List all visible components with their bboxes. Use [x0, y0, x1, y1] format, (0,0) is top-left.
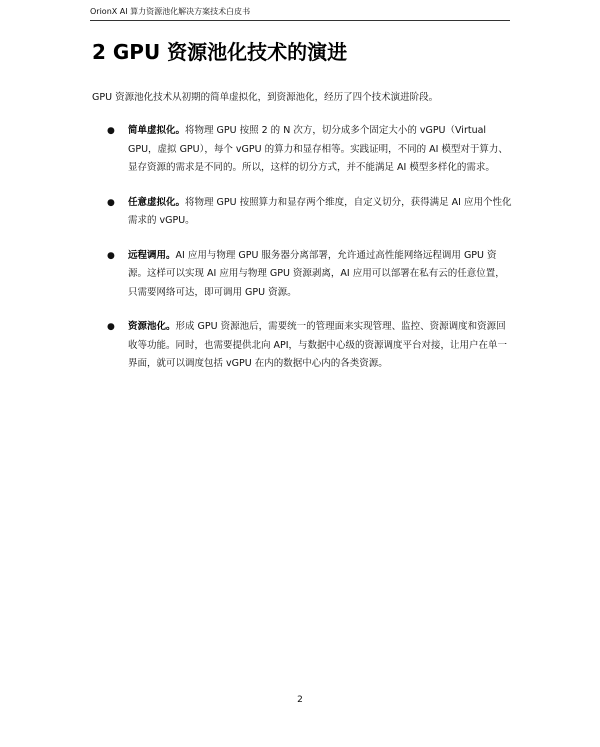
page-number: 2 [297, 695, 303, 705]
bullet-icon: ● [107, 250, 115, 261]
stage-description: 形成 GPU 资源池后，需要统一的管理面来实现管理、监控、资源调度和资源回收等功能。同时，也需要提供北向 API，与数据中心级的资源调度平台对接，让用户在单一界面，就可以调度包括 vGPU 在内的数据中心内的各类资源。 [128, 321, 508, 369]
page-header [90, 6, 510, 21]
list-item [92, 122, 512, 178]
stage-term: 任意虚拟化。 [128, 196, 186, 208]
stage-list [92, 122, 512, 390]
stage-term: 简单虚拟化。 [128, 125, 186, 136]
bullet-icon: ● [107, 322, 115, 332]
stage-description: AI 应用与物理 GPU 服务器分离部署，允许通过高性能网络远程调用 GPU 资源。这样可以实现 AI 应用与物理 GPU 资源剥离，AI 应用可以部署在私有云的任意位置，只需要网络可达，即可调用 GPU 资源。 [128, 249, 505, 298]
bullet-icon: ● [107, 197, 115, 208]
intro-paragraph: GPU 资源池化技术从初期的简单虚拟化，到资源池化，经历了四个技术演进阶段。 [92, 92, 439, 103]
list-item [92, 194, 512, 231]
stage-description: 将物理 GPU 按照 2 的 N 次方，切分成多个固定大小的 vGPU（Virtual GPU，虚拟 GPU），每个 vGPU 的算力和显存相等。实践证明，不同的 AI 模型对于算力、显存资源的需求是不同的。所以，这样的切分方式，并不能满足 AI 模型多样化的需求。 [128, 125, 508, 173]
stage-term: 资源池化。 [128, 321, 176, 332]
list-item [92, 247, 512, 303]
chapter-title: 2 GPU 资源池化技术的演进 [92, 40, 348, 64]
stage-term: 远程调用。 [128, 249, 176, 261]
stage-description: 将物理 GPU 按照算力和显存两个维度，自定义切分，获得满足 AI 应用个性化需求的 vGPU。 [128, 196, 512, 226]
bullet-icon: ● [107, 126, 115, 136]
list-item [92, 318, 512, 374]
header-title: OrionX AI 算力资源池化解决方案技术白皮书 [90, 7, 251, 16]
